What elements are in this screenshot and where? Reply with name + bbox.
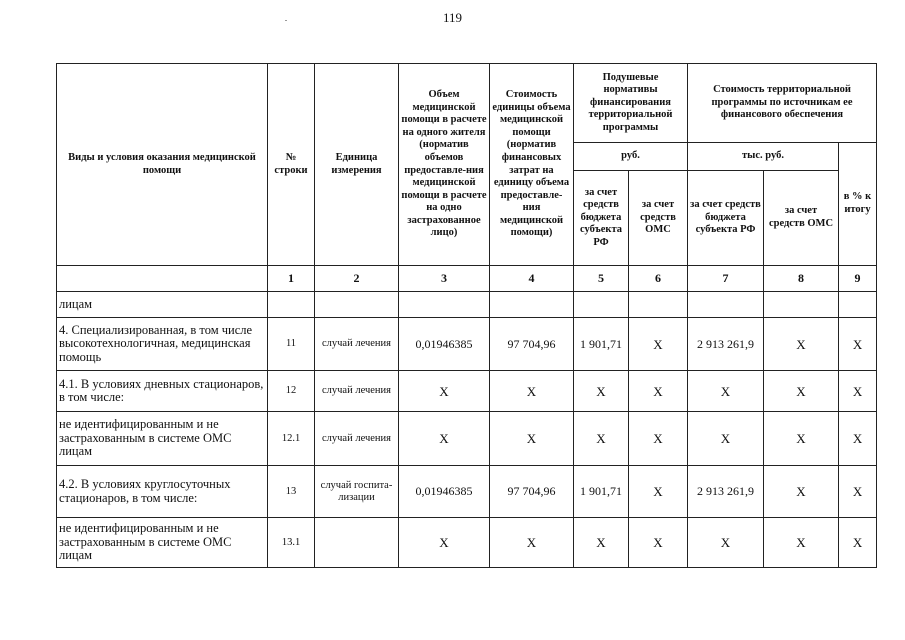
row-volume: X [399, 371, 490, 412]
row-name: 4.1. В условиях дневных стационаров, в том числе: [57, 371, 268, 412]
row-unit: случай лечения [315, 318, 399, 371]
row-line: 13.1 [268, 518, 315, 568]
header-program-cost: Стоимость территориальной программы по источникам ее финансового обеспечения [688, 64, 877, 143]
row-oms-thousand [764, 292, 839, 318]
table-row [57, 466, 877, 518]
index-cell: 1 [268, 266, 315, 292]
header-budget-rf-rub: за счет средств бюджета субъекта РФ [574, 171, 629, 266]
row-name: не идентифицированным и не застрахованным в системе ОМС лицам [57, 518, 268, 568]
index-cell: 8 [764, 266, 839, 292]
row-oms-thousand: X [764, 466, 839, 518]
header-percent-of-total: в % к итогу [839, 143, 877, 266]
row-unit-cost: X [490, 412, 574, 466]
row-percent: X [839, 518, 877, 568]
row-budget-rub: X [574, 371, 629, 412]
row-oms-rub: X [629, 318, 688, 371]
row-budget-rub: X [574, 518, 629, 568]
row-oms-rub: X [629, 518, 688, 568]
row-unit-cost: 97 704,96 [490, 318, 574, 371]
row-oms-rub: X [629, 371, 688, 412]
financing-table [56, 63, 877, 568]
header-oms-thousand: за счет средств ОМС [764, 171, 839, 266]
header-budget-rf-thousand: за счет средств бюджета субъекта РФ [688, 171, 764, 266]
row-unit-cost [490, 292, 574, 318]
row-volume: 0,01946385 [399, 318, 490, 371]
row-budget-thousand: X [688, 371, 764, 412]
index-cell: 4 [490, 266, 574, 292]
row-name: лицам [57, 292, 268, 318]
row-volume [399, 292, 490, 318]
row-budget-thousand: 2 913 261,9 [688, 318, 764, 371]
index-cell: 7 [688, 266, 764, 292]
row-budget-rub: 1 901,71 [574, 466, 629, 518]
table-row [57, 412, 877, 466]
table-row [57, 518, 877, 568]
row-oms-thousand: X [764, 318, 839, 371]
header-unit: Единица измерения [315, 64, 399, 266]
row-oms-thousand: X [764, 412, 839, 466]
row-oms-rub: X [629, 466, 688, 518]
row-oms-thousand: X [764, 518, 839, 568]
header-oms-rub: за счет средств ОМС [629, 171, 688, 266]
row-unit-cost: 97 704,96 [490, 466, 574, 518]
row-volume: X [399, 518, 490, 568]
row-budget-rub [574, 292, 629, 318]
header-unit-rub: руб. [574, 143, 688, 171]
row-percent: X [839, 318, 877, 371]
row-percent [839, 292, 877, 318]
index-cell: 3 [399, 266, 490, 292]
row-percent: X [839, 371, 877, 412]
row-oms-thousand: X [764, 371, 839, 412]
page-number: 119 [442, 10, 463, 25]
row-line: 11 [268, 318, 315, 371]
header-per-capita-norms: Подушевые нормативы финансирования территориальной программы [574, 64, 688, 143]
row-name: 4.2. В условиях круглосуточных стационаров, в том числе: [57, 466, 268, 518]
header-unit-cost: Стоимость единицы объема медицинской помощи (норматив финансовых затрат на единицу объема предоставле-ния медицинской помощи) [490, 64, 574, 266]
row-percent: X [839, 466, 877, 518]
header-unit-thousand-rub: тыс. руб. [688, 143, 839, 171]
row-unit: случай лечения [315, 412, 399, 466]
row-volume: 0,01946385 [399, 466, 490, 518]
row-unit: случай госпита-лизации [315, 466, 399, 518]
table-row [57, 292, 877, 318]
row-budget-thousand: X [688, 412, 764, 466]
index-cell-empty [57, 266, 268, 292]
row-line: 13 [268, 466, 315, 518]
row-budget-rub: 1 901,71 [574, 318, 629, 371]
scan-speck [285, 20, 287, 21]
header-line-number: № строки [268, 64, 315, 266]
row-percent: X [839, 412, 877, 466]
row-name: не идентифицированным и не застрахованным в системе ОМС лицам [57, 412, 268, 466]
row-line [268, 292, 315, 318]
header-volume: Объем медицинской помощи в расчете на одного жителя (норматив объемов предоставле-ния медицинской помощи в расчете на одно застрахованное лицо) [399, 64, 490, 266]
index-cell: 5 [574, 266, 629, 292]
row-budget-rub: X [574, 412, 629, 466]
index-cell: 2 [315, 266, 399, 292]
row-budget-thousand [688, 292, 764, 318]
row-oms-rub [629, 292, 688, 318]
row-unit-cost: X [490, 371, 574, 412]
row-volume: X [399, 412, 490, 466]
row-name: 4. Специализированная, в том числе высокотехнологичная, медицинская помощь [57, 318, 268, 371]
table-row [57, 371, 877, 412]
row-unit-cost: X [490, 518, 574, 568]
row-unit [315, 292, 399, 318]
table-row [57, 318, 877, 371]
row-unit: случай лечения [315, 371, 399, 412]
header-service-type: Виды и условия оказания медицинской помощи [57, 64, 268, 266]
row-unit [315, 518, 399, 568]
index-cell: 9 [839, 266, 877, 292]
row-budget-thousand: 2 913 261,9 [688, 466, 764, 518]
row-line: 12.1 [268, 412, 315, 466]
row-oms-rub: X [629, 412, 688, 466]
row-budget-thousand: X [688, 518, 764, 568]
row-line: 12 [268, 371, 315, 412]
index-cell: 6 [629, 266, 688, 292]
